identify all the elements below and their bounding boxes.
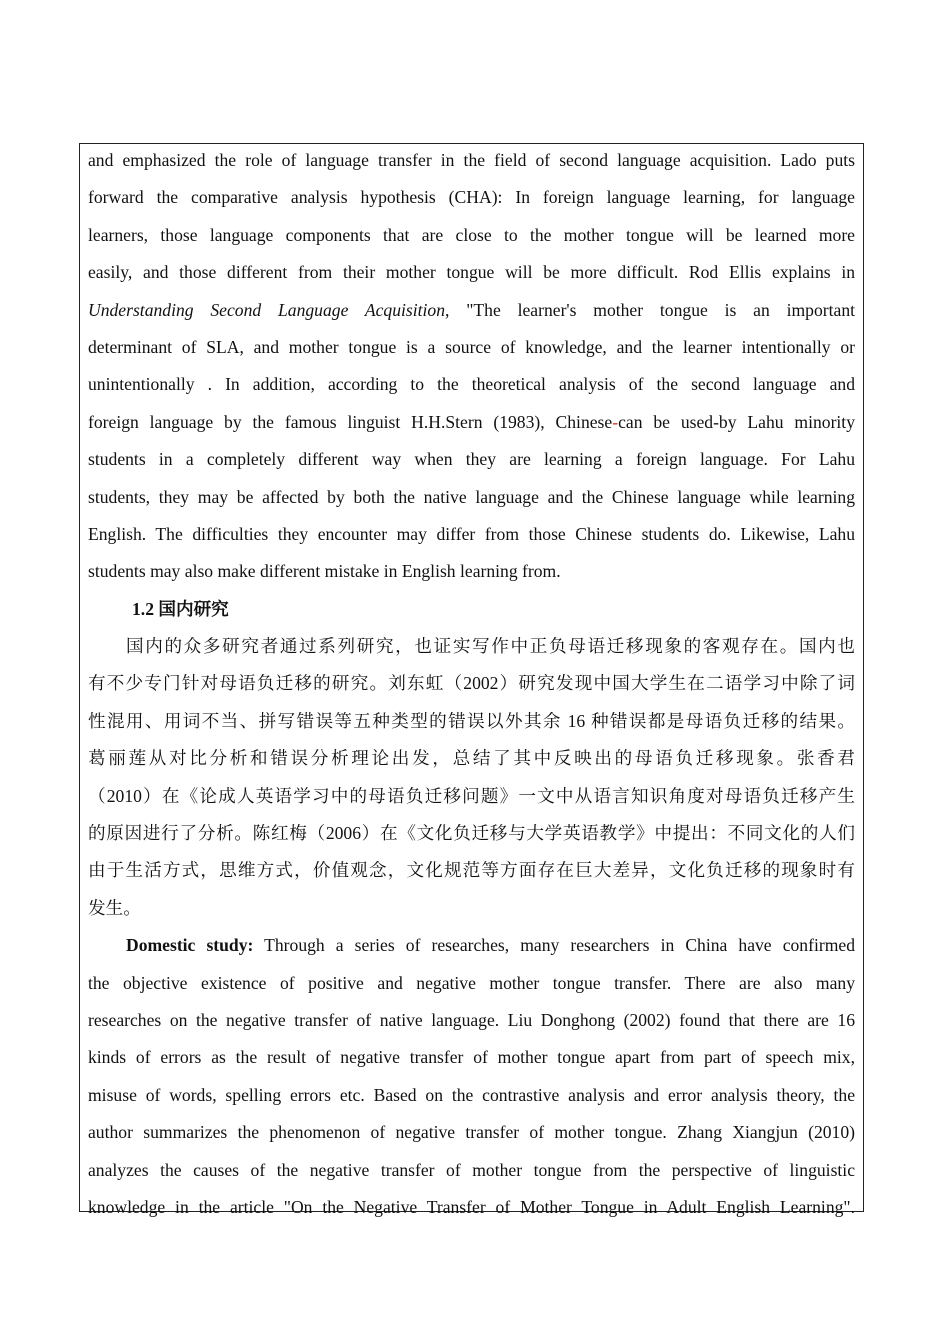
text-line: determinant of SLA, and mother tongue is a source of knowledge, and the learner intentionally or <box>88 336 855 357</box>
text-line: students may also make different mistake in English learning from. <box>88 561 561 582</box>
text-segment: Through a series of researches, many researchers in China have confirmed <box>253 935 855 956</box>
text-segment: , "The learner's mother tongue is an important <box>445 299 855 320</box>
text-line: unintentionally . In addition, according to the theoretical analysis of the second language and <box>88 374 855 395</box>
text-line: knowledge in the article "On the Negative Transfer of Mother Tongue in Adult English Learning". <box>88 1196 855 1217</box>
document-body <box>88 142 855 1226</box>
text-line: misuse of words, spelling errors etc. Based on the contrastive analysis and error analysis theory, the <box>88 1084 855 1105</box>
text-line: 发生。 <box>88 897 141 918</box>
text-line: 由于生活方式，思维方式，价值观念，文化规范等方面存在巨大差异，文化负迁移的现象时有 <box>88 860 855 881</box>
text-line <box>88 292 855 329</box>
text-line <box>88 404 855 441</box>
text-line: and emphasized the role of language transfer in the field of second language acquisition. Lado puts <box>88 150 855 170</box>
paragraph-lado <box>88 142 855 591</box>
paragraph-chinese <box>88 628 855 927</box>
text-line: forward the comparative analysis hypothesis (CHA): In foreign language learning, for language <box>88 187 855 208</box>
text-line: students in a completely different way when they are learning a foreign language. For Lahu <box>88 449 855 470</box>
text-line: （2010）在《论成人英语学习中的母语负迁移问题》一文中从语言知识角度对母语负迁移产生 <box>88 785 855 806</box>
text-line: author summarizes the phenomenon of negative transfer of mother tongue. Zhang Xiangjun (2010) <box>88 1122 855 1143</box>
paragraph-domestic-study <box>88 927 855 1226</box>
text-line: researches on the negative transfer of native language. Liu Donghong (2002) found that there are 16 <box>88 1009 855 1030</box>
text-line: analyzes the causes of the negative transfer of mother tongue from the perspective of linguistic <box>88 1159 855 1180</box>
text-line: kinds of errors as the result of negative transfer of mother tongue apart from part of speech mix, <box>88 1047 855 1068</box>
text-line: students, they may be affected by both the native language and the Chinese language while learning <box>88 486 855 507</box>
text-segment: foreign language by the famous linguist H.H.Stern (1983), Chinese <box>88 411 613 432</box>
text-segment: can be used-by Lahu minority <box>618 411 855 432</box>
tracked-change-mark: - <box>612 411 619 432</box>
book-title: Understanding Second Language Acquisition <box>88 299 446 320</box>
text-line: 国内的众多研究者通过系列研究，也证实写作中正负母语迁移现象的客观存在。国内也 <box>126 636 855 657</box>
section-heading: 1.2 国内研究 <box>132 598 229 619</box>
text-line: easily, and those different from their mother tongue will be more difficult. Rod Ellis explains in <box>88 262 855 283</box>
text-line: 有不少专门针对母语负迁移的研究。刘东虹（2002）研究发现中国大学生在二语学习中除了词 <box>88 673 855 694</box>
text-line: the objective existence of positive and negative mother tongue transfer. There are also many <box>88 972 855 993</box>
text-line: 的原因进行了分析。陈红梅（2006）在《文化负迁移与大学英语教学》中提出：不同文化的人们 <box>88 823 855 844</box>
text-line: 性混用、用词不当、拼写错误等五种类型的错误以外其余 16 种错误都是母语负迁移的结果。 <box>88 710 855 731</box>
text-line: 葛丽莲从对比分析和错误分析理论出发，总结了其中反映出的母语负迁移现象。张香君 <box>88 748 855 769</box>
lead-in-bold: Domestic study: <box>126 935 254 956</box>
text-line: learners, those language components that are close to the mother tongue will be learned more <box>88 224 855 245</box>
text-line: English. The difficulties they encounter may differ from those Chinese students do. Likewise, Lahu <box>88 523 855 544</box>
text-line <box>88 927 855 964</box>
